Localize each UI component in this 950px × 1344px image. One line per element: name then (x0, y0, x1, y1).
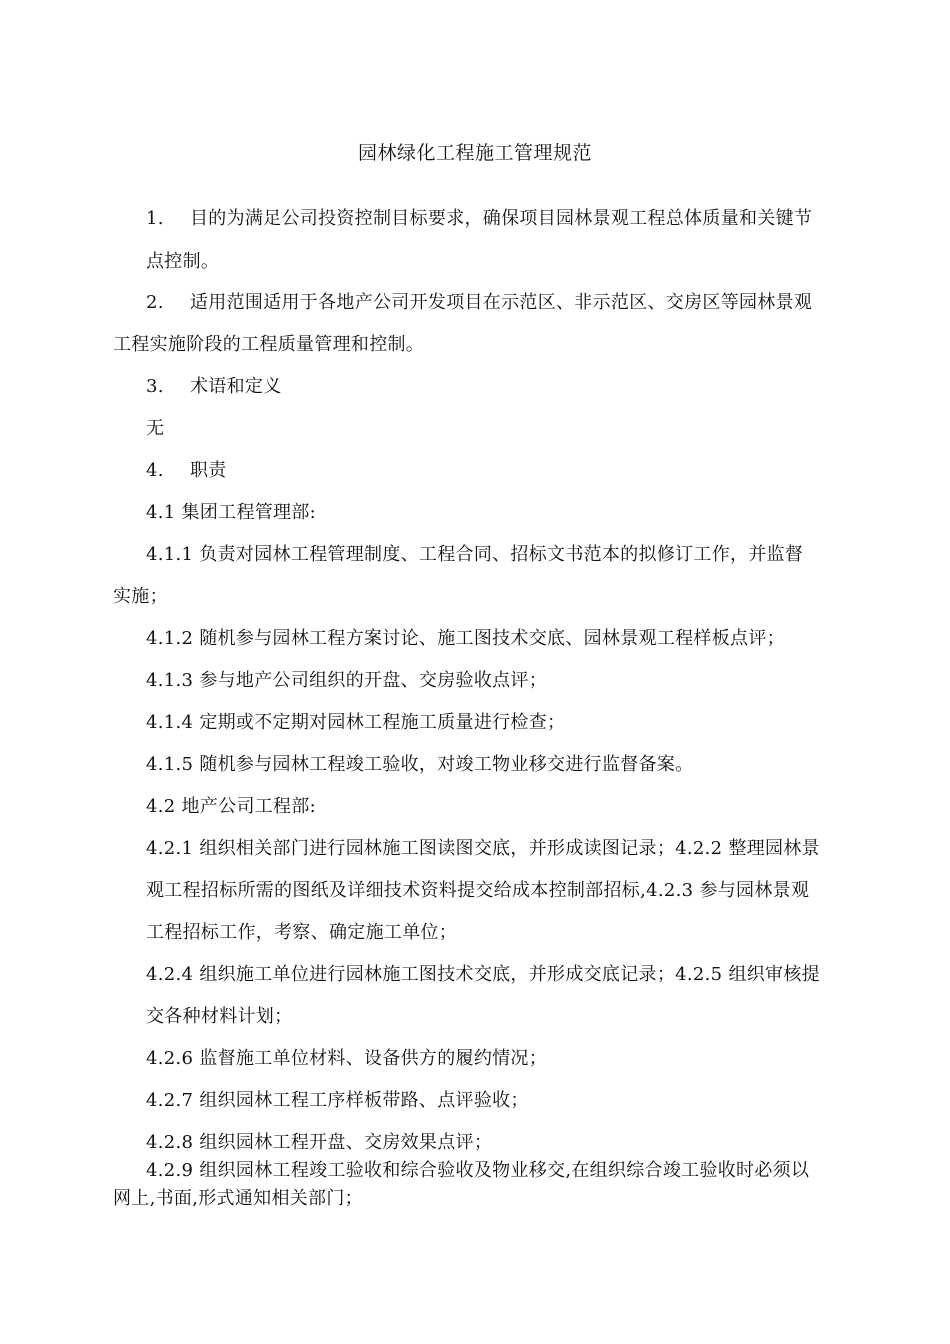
section-3-heading (146, 374, 282, 400)
section-1-line-2: 点控制。 (146, 251, 220, 272)
item-4-2-6: 4.2.6 监督施工单位材料、设备供方的履约情况； (146, 1048, 548, 1069)
section-3-body: 无 (146, 418, 165, 439)
item-4-2-4-line-2: 交各种材料计划； (146, 1006, 293, 1027)
item-4-2-8: 4.2.8 组织园林工程开盘、交房效果点评； (146, 1132, 493, 1153)
subsection-4-2-heading: 4.2 地产公司工程部: (146, 796, 317, 817)
item-4-1-5: 4.1.5 随机参与园林工程竣工验收，对竣工物业移交进行监督备案。 (146, 754, 694, 775)
item-4-1-3: 4.1.3 参与地产公司组织的开盘、交房验收点评； (146, 670, 548, 691)
subsection-4-1-heading: 4.1 集团工程管理部: (146, 502, 317, 523)
section-number: 3. (146, 376, 164, 397)
section-number: 2. (146, 292, 164, 313)
item-4-1-1-line-2: 实施； (113, 586, 168, 607)
section-2-line-2: 工程实施阶段的工程质量管理和控制。 (113, 334, 425, 355)
item-4-2-1-line-1: 4.2.1 组织相关部门进行园林施工图读图交底，并形成读图记录；4.2.2 整理园林景 (146, 838, 820, 859)
item-4-2-4-line-1: 4.2.4 组织施工单位进行园林施工图技术交底，并形成交底记录；4.2.5 组织审核提 (146, 964, 820, 985)
item-4-2-7: 4.2.7 组织园林工程工序样板带路、点评验收； (146, 1090, 529, 1111)
section-text: 职责 (190, 460, 227, 481)
item-4-2-1-line-2: 观工程招标所需的图纸及详细技术资料提交给成本控制部招标,4.2.3 参与园林景观 (146, 880, 810, 901)
item-4-1-2: 4.1.2 随机参与园林工程方案讨论、施工图技术交底、园林景观工程样板点评； (146, 628, 785, 649)
item-4-1-4: 4.1.4 定期或不定期对园林工程施工质量进行检查； (146, 712, 566, 733)
document-title: 园林绿化工程施工管理规范 (357, 142, 592, 164)
item-4-1-1-line-1: 4.1.1 负责对园林工程管理制度、工程合同、招标文书范本的拟修订工作，并监督 (146, 544, 804, 565)
item-4-2-1-line-3: 工程招标工作，考察、确定施工单位； (146, 922, 458, 943)
section-4-heading (146, 458, 227, 484)
section-text: 目的为满足公司投资控制目标要求，确保项目园林景观工程总体质量和关键节 (190, 208, 813, 229)
item-4-2-9-line-2: 网上,书面,形式通知相关部门； (113, 1188, 363, 1209)
section-text: 术语和定义 (190, 376, 282, 397)
section-1-line-1 (146, 206, 812, 232)
section-number: 1. (146, 208, 164, 229)
section-text: 适用范围适用于各地产公司开发项目在示范区、非示范区、交房区等园林景观 (190, 292, 813, 313)
section-2-line-1 (146, 290, 812, 316)
item-4-2-9-line-1: 4.2.9 组织园林工程竣工验收和综合验收及物业移交,在组织综合竣工验收时必须以 (146, 1160, 810, 1181)
section-number: 4. (146, 460, 164, 481)
